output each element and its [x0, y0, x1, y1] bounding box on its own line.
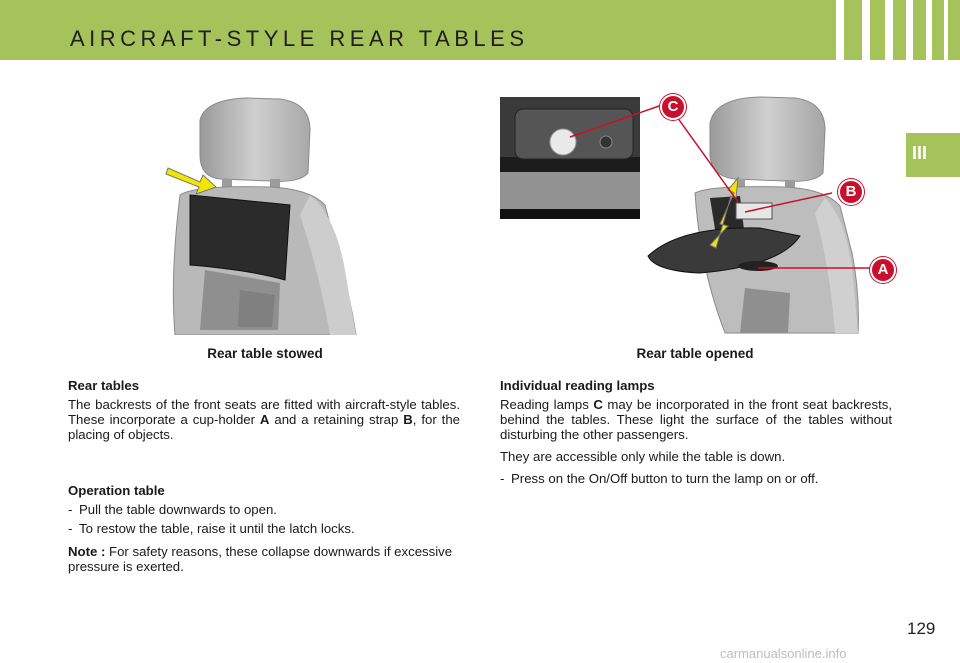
body-text: Reading lamps — [500, 397, 594, 412]
list-item-text: Press on the On/Off button to turn the lamp on or off. — [511, 471, 819, 486]
list-item-text: To restow the table, raise it until the latch locks. — [79, 521, 355, 536]
note-text: For safety reasons, these collapse downwards if excessive pressure is exerted. — [68, 544, 453, 574]
bullet-dash: - — [500, 471, 505, 486]
header-stripe — [926, 0, 932, 60]
list-item — [68, 521, 460, 536]
reading-lamps-heading: Individual reading lamps — [500, 378, 655, 393]
header-band — [0, 0, 960, 60]
header-stripe — [836, 0, 844, 60]
list-item — [500, 471, 892, 486]
ref-c: C — [593, 397, 603, 412]
left-column — [68, 378, 460, 581]
chapter-label: III — [912, 143, 928, 163]
header-stripe — [906, 0, 913, 60]
bullet-dash: - — [68, 521, 73, 536]
caption-opened: Rear table opened — [636, 346, 754, 361]
page-number: 129 — [907, 619, 936, 638]
header-stripe — [885, 0, 893, 60]
body-text: and a retaining strap — [269, 412, 404, 427]
chapter-tab — [906, 133, 960, 177]
marker-c: C — [660, 94, 686, 120]
page-title: AIRCRAFT-STYLE REAR TABLES — [70, 26, 529, 51]
note — [68, 544, 460, 574]
body-text: , for the placing of objects. — [68, 412, 460, 442]
list-item — [68, 502, 460, 517]
marker-b: B — [838, 179, 864, 205]
caption-stowed: Rear table stowed — [207, 346, 323, 361]
seat-stowed-illustration — [160, 95, 360, 335]
reading-lamps-access: They are accessible only while the table is down. — [500, 449, 786, 464]
bullet-dash: - — [68, 502, 73, 517]
rear-tables-body — [68, 397, 460, 442]
right-column — [500, 378, 892, 490]
body-text: may be incorporated in the front seat backrests, behind the tables. These light the surface of the tables without disturbing the other passengers. — [500, 397, 892, 442]
marker-a: A — [870, 257, 896, 283]
note-label: Note : — [68, 544, 106, 559]
header-stripe — [862, 0, 870, 60]
ref-a: A — [259, 412, 270, 427]
header-stripe — [944, 0, 948, 60]
list-item-text: Pull the table downwards to open. — [79, 502, 277, 517]
rear-tables-heading: Rear tables — [68, 378, 140, 393]
watermark: carmanualsonline.info — [720, 646, 847, 661]
body-text: The backrests of the front seats are fitted with aircraft-style tables. These incorporate a cup-holder — [68, 397, 460, 427]
ref-b: B — [403, 412, 413, 427]
reading-lamps-body — [500, 397, 892, 442]
operation-heading: Operation table — [68, 483, 165, 498]
